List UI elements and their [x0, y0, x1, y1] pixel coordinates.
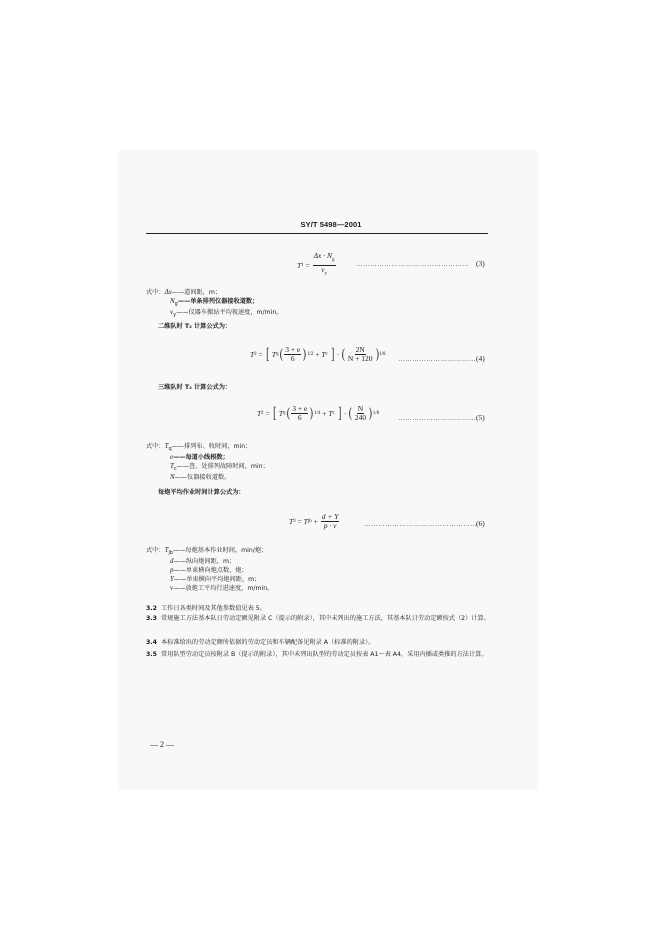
- lead-3d-formula: 三维队时 T₂ 计算公式为：: [158, 384, 232, 391]
- page-number: — 2 —: [150, 740, 174, 749]
- clause-3-2: 3.2 工作日各类时间及其他参数值见表 5。: [146, 605, 266, 612]
- equation-3-number: (3): [476, 259, 485, 268]
- equation-3: T 1 = $\frac{\Delta x \cdot N_g}{v_y}$: [297, 251, 335, 276]
- header-rule: [146, 233, 488, 234]
- equation-6-leader: …………………………………………: [364, 521, 478, 528]
- definitions-2: 式中：$T_q——$排列布、收时间，min； e——每道小线根数； $T_c——$查、处排列故障时间，min； N——仪器接收道数。: [146, 442, 269, 482]
- equation-4-leader: ……………………………: [398, 356, 477, 363]
- equation-4: T 2 = [ T q ( $\frac{3 + e}{6}$ ) 1/2 + T c ] · ( $\frac{2N}{N + 120}$ ) 1/8: [250, 345, 386, 363]
- equation-6: T 3 = T jb + $\frac{d + Y}{p \cdot v}$: [289, 512, 339, 530]
- equation-3-leader: …………………………………………: [356, 261, 470, 268]
- equation-5: T 2 = [ T q ( $\frac{3 + e}{6}$ ) 1/4 + T c ] · ( $\frac{N}{240}$ ) 1/8: [257, 404, 380, 422]
- clause-3-4: 3.4 本标准给出的劳动定额所依据的劳动定员和车辆配备见附录 A（标准的附录）。: [146, 639, 375, 646]
- equation-6-number: (6): [476, 519, 485, 528]
- lead-shot-formula: 每炮平均作业时间计算公式为：: [158, 489, 245, 496]
- definitions-3: 式中：$T_{jb}——$每炮基本作业时间，min/炮； d——纵向炮间距，m； p——单束横向炮点数，炮； Y——单束横向平均炮间距，m； v——放炮工平均行进速度，m/min。: [146, 546, 274, 593]
- lead-2d-formula: 二维队时 T₂ 计算公式为：: [158, 323, 232, 330]
- equation-5-leader: ……………………………: [398, 415, 477, 422]
- equation-4-number: (4): [476, 354, 485, 363]
- equation-3-fraction: $\frac{\Delta x \cdot N_g}{v_y}$: [313, 251, 335, 276]
- standard-code-header: SY/T 5498—2001: [300, 220, 362, 229]
- clause-3-3: 3.3 常规施工方法基本队日劳动定额见附录 C（提示的附录），其中未列出的施工方法，其基本队日劳动定额按式（2）计算。: [146, 615, 490, 622]
- definitions-1: 式中：Δx——道间距，m； $N_g——$单条排列仪器接收道数； $v_y——$仪器车搬站平均视速度，m/min。: [146, 288, 283, 319]
- clause-3-5: 3.5 常用队型劳动定员按附录 B（提示的附录），其中未列出队型的劳动定员按表 A1～表 A4，采用内插或类推的方法计算。: [146, 651, 488, 658]
- equation-5-number: (5): [476, 413, 485, 422]
